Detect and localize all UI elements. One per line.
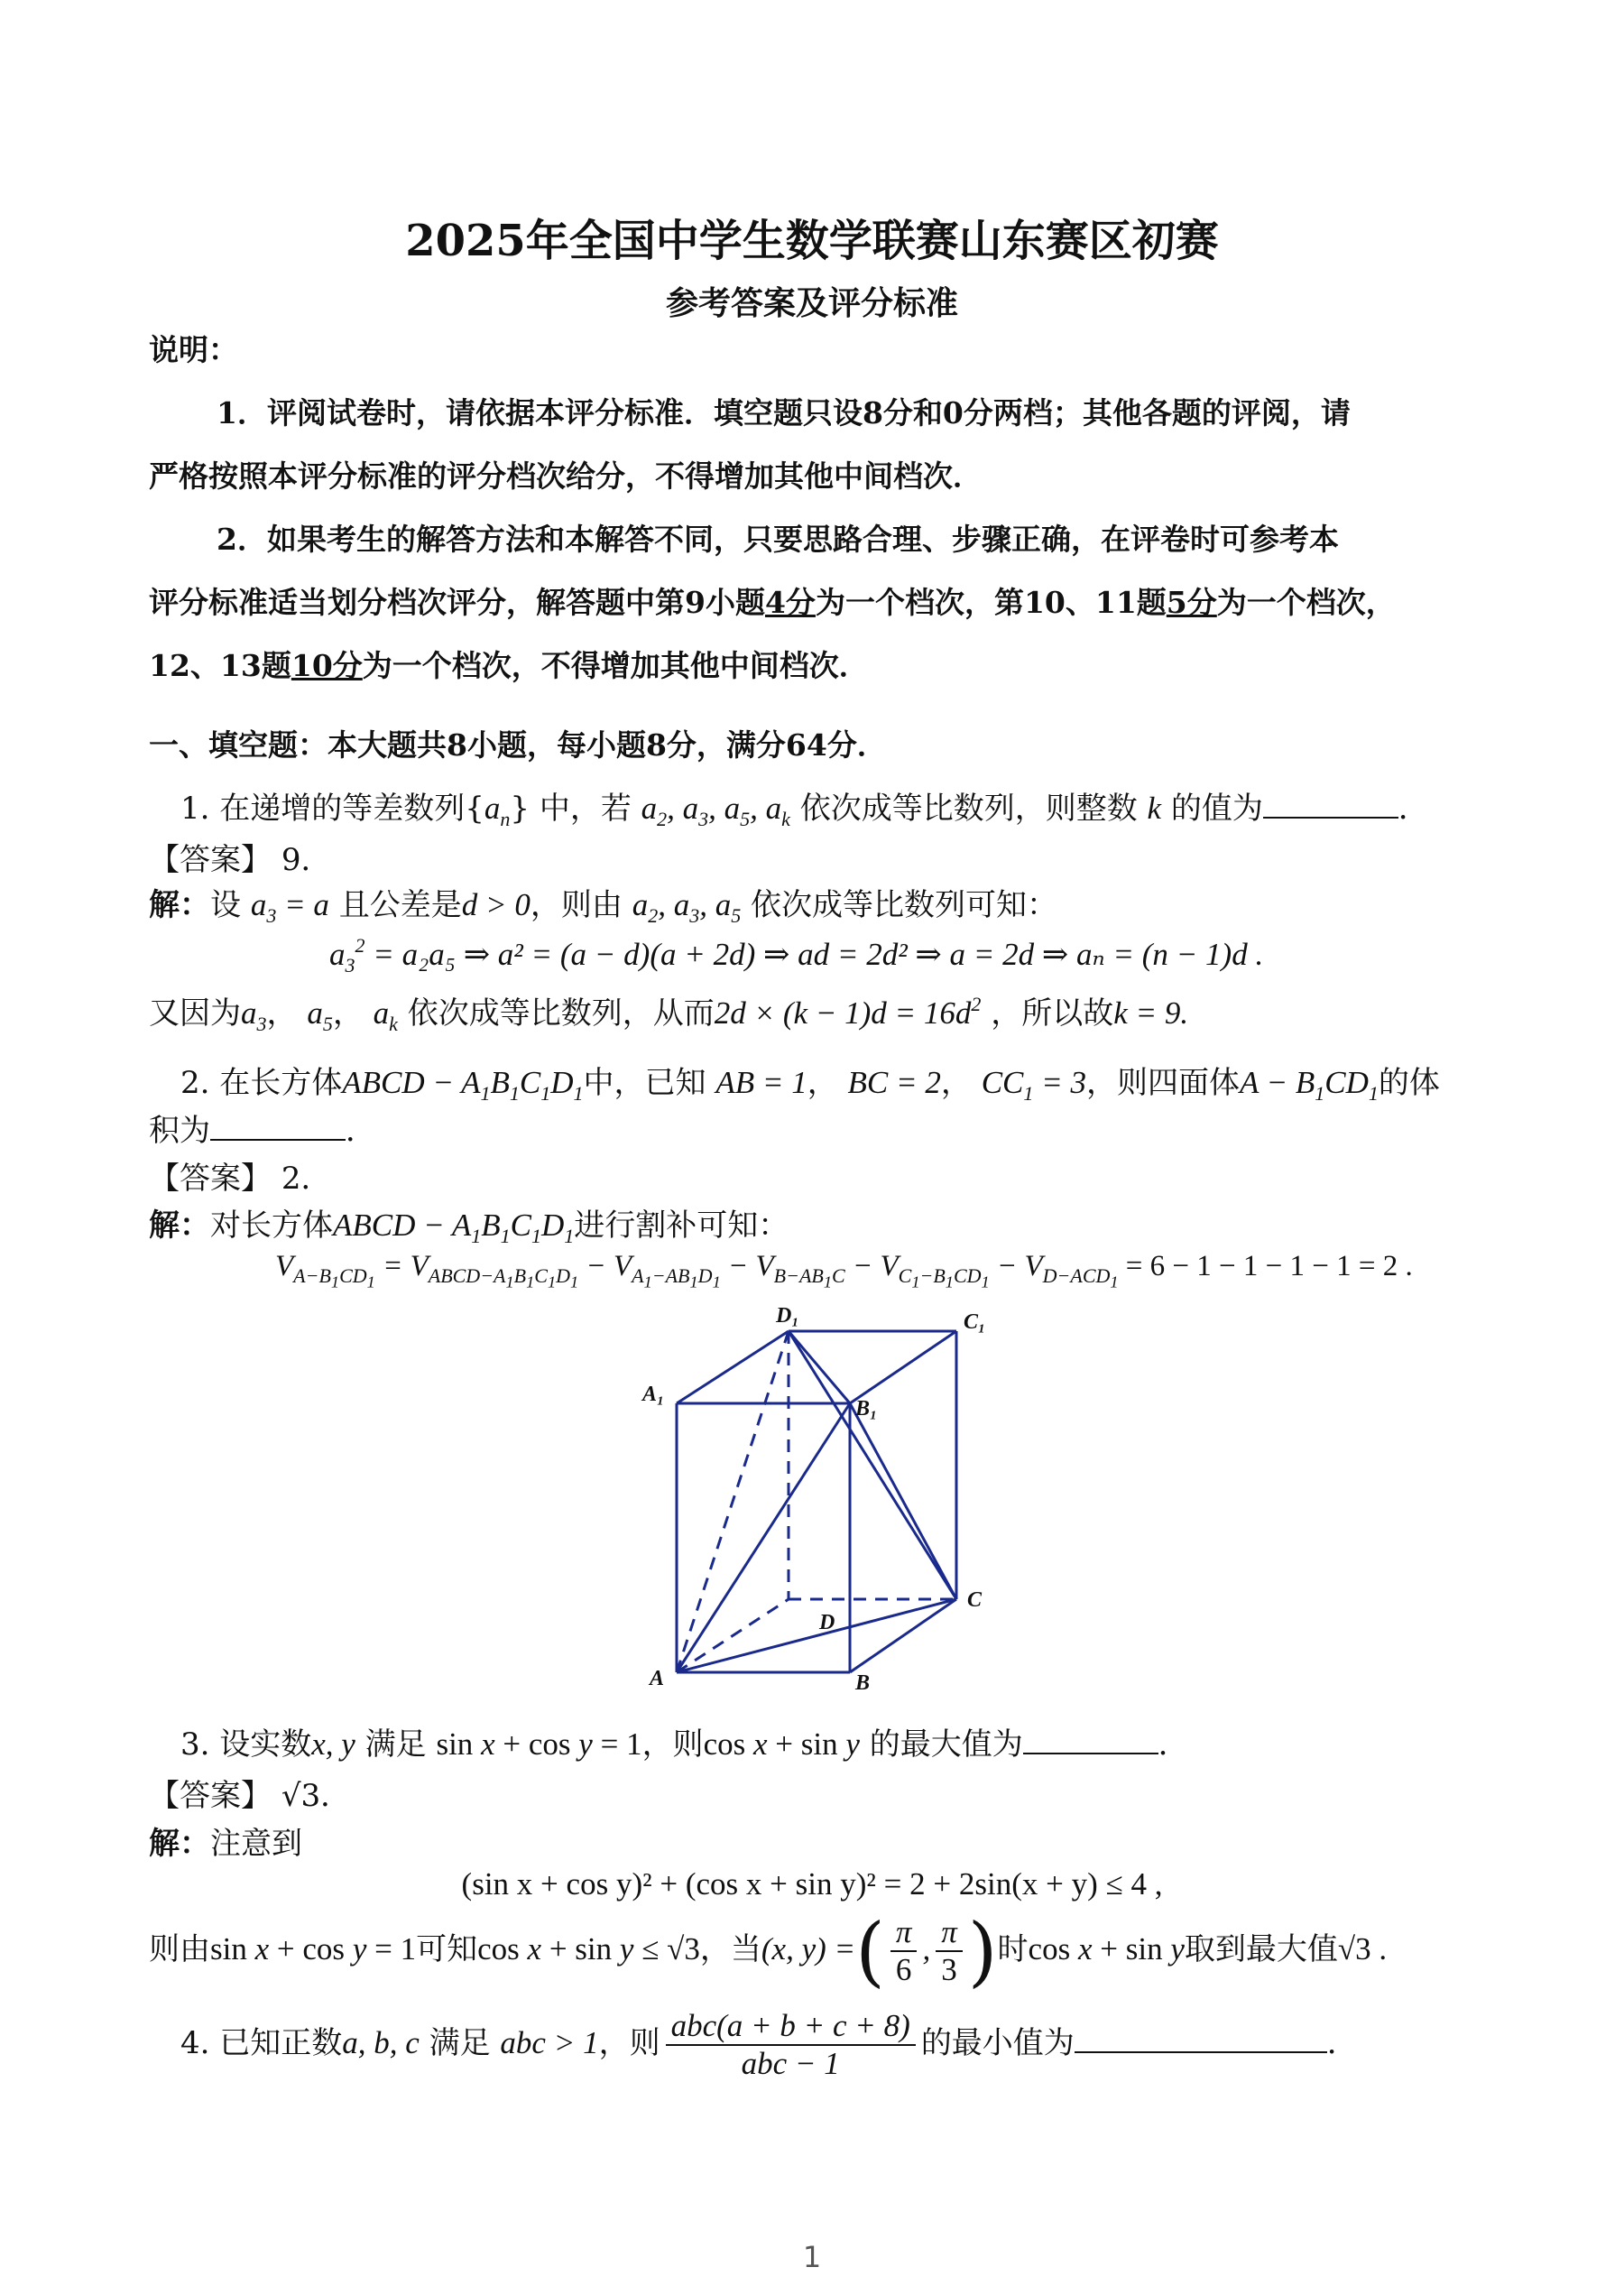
label-a: A	[650, 1667, 665, 1690]
q3-answer: 【答案】 √3．	[149, 1778, 352, 1814]
edge-b1-c1	[850, 1331, 956, 1403]
q3-solution-line-3: 则由sin x + cos y = 1可知cos x + sin y ≤ √3，当(x, y) =( $\frac{\pi}{6}$ , $\frac{\pi}{3}$ )时cos x + sin y取到最大值√3 .	[149, 1907, 1388, 1995]
notes-label: 说明：	[149, 332, 238, 367]
label-d1: D₁	[776, 1304, 799, 1328]
q1-answer: 【答案】 9．	[149, 842, 332, 878]
q1-solution-line-1: 解：设 $a_3 = a$ 且公差是d > 0，则由 $a_2$, $a_3$, $a_5$ 依次成等比数列可知：	[149, 887, 1057, 927]
section-1-heading: 一、填空题：本大题共8小题，每小题8分，满分64分．	[149, 727, 887, 763]
cuboid-figure	[623, 1300, 1010, 1697]
note-1-line-1: 1．评阅试卷时，请依据本评分标准．填空题只设8分和0分两档；其他各题的评阅，请	[217, 395, 1351, 430]
label-a1: A₁	[642, 1383, 665, 1406]
label-b: B	[855, 1671, 871, 1695]
q2-solution-line-1: 解：对长方体ABCD − $A_1B_1C_1D_1$进行割补可知：	[149, 1208, 789, 1247]
edge-d1-c	[789, 1331, 956, 1599]
page-number: 1	[802, 2240, 822, 2274]
label-c1: C₁	[964, 1310, 986, 1334]
q1-equation: $a_3^2 = a_2a_5$ ⇒ a² = (a − d)(a + 2d) ⇒ ad = 2d² ⇒ a = 2d ⇒ aₙ = (n − 1)d .	[329, 934, 1264, 976]
note-2-line-3: 12、13题10分为一个档次，不得增加其他中间档次．	[149, 648, 869, 683]
edge-a-d1	[677, 1331, 789, 1672]
label-b1: B₁	[855, 1397, 878, 1420]
q1-stem: 1. 在递增的等差数列$\{a_n\}$ 中，若 $a_2$, $a_3$, $a_5$, $a_k$ 依次成等比数列，则整数 k 的值为 ．	[180, 791, 1429, 830]
note-1-line-2: 严格按照本评分标准的评分档次给分，不得增加其他中间档次．	[149, 458, 983, 494]
q1-answer-blank	[1263, 790, 1398, 819]
note-2-line-1: 2．如果考生的解答方法和本解答不同，只要思路合理、步骤正确，在评卷时可参考本	[217, 522, 1339, 557]
q3-answer-blank	[1023, 1726, 1158, 1754]
page-subtitle: 参考答案及评分标准	[665, 284, 958, 322]
edge-b-c	[850, 1599, 956, 1672]
q2-answer-blank	[210, 1112, 346, 1141]
edge-a1-d1	[677, 1331, 789, 1403]
q3-equation: (sin x + cos y)² + (cos x + sin y)² = 2 + 2sin(x + y) ≤ 4 ,	[461, 1866, 1163, 1902]
q3-stem: 3. 设实数x, y 满足 sin x + cos y = 1，则cos x + sin y 的最大值为 ．	[180, 1726, 1189, 1763]
edge-a-c	[677, 1599, 956, 1672]
q2-equation: $V_{A-B_1CD_1} = V_{ABCD-A_1B_1C_1D_1} - V_{A_1-AB_1D_1} - V_{B-AB_1C} - V_{C_1-B_1CD_1} - V_{D-ACD_1} = 6 - 1 - 1 - 1 - 1 = 2$ .	[275, 1250, 1413, 1291]
q4-answer-blank	[1075, 2024, 1327, 2053]
q1-solution-line-3: 又因为$a_3$， $a_5$， $a_k$ 依次成等比数列，从而$2d \times (k - 1)d = 16d^2$ ，所以故k = 9.	[149, 993, 1189, 1035]
q3-solution-line-1: 解：注意到	[149, 1826, 302, 1862]
label-c: C	[967, 1588, 983, 1612]
edge-b1-d1	[789, 1331, 850, 1403]
label-d: D	[819, 1611, 835, 1634]
q2-stem-line-1: 2. 在长方体ABCD − $A_1B_1C_1D_1$中，已知 AB = 1， BC = 2， $CC_1 = 3$，则四面体$A - B_1CD_1$的体	[180, 1065, 1440, 1105]
note-2-line-2: 评分标准适当划分档次评分，解答题中第9小题4分为一个档次，第10、11题5分为一个档次，	[149, 585, 1396, 620]
edge-a-d	[677, 1599, 789, 1672]
page-title: 2025年全国中学生数学联赛山东赛区初赛	[405, 216, 1219, 266]
edge-b1-c	[850, 1403, 956, 1599]
q4-stem: 4. 已知正数a, b, c 满足 abc > 1，则 $\frac{\text{abc(a + b + c + 8)}}{\text{abc − 1}}$ 的最小值为 ．	[180, 2008, 1358, 2081]
q2-stem-line-2: 积为 ．	[149, 1113, 376, 1149]
q2-answer: 【答案】 2．	[149, 1161, 332, 1197]
